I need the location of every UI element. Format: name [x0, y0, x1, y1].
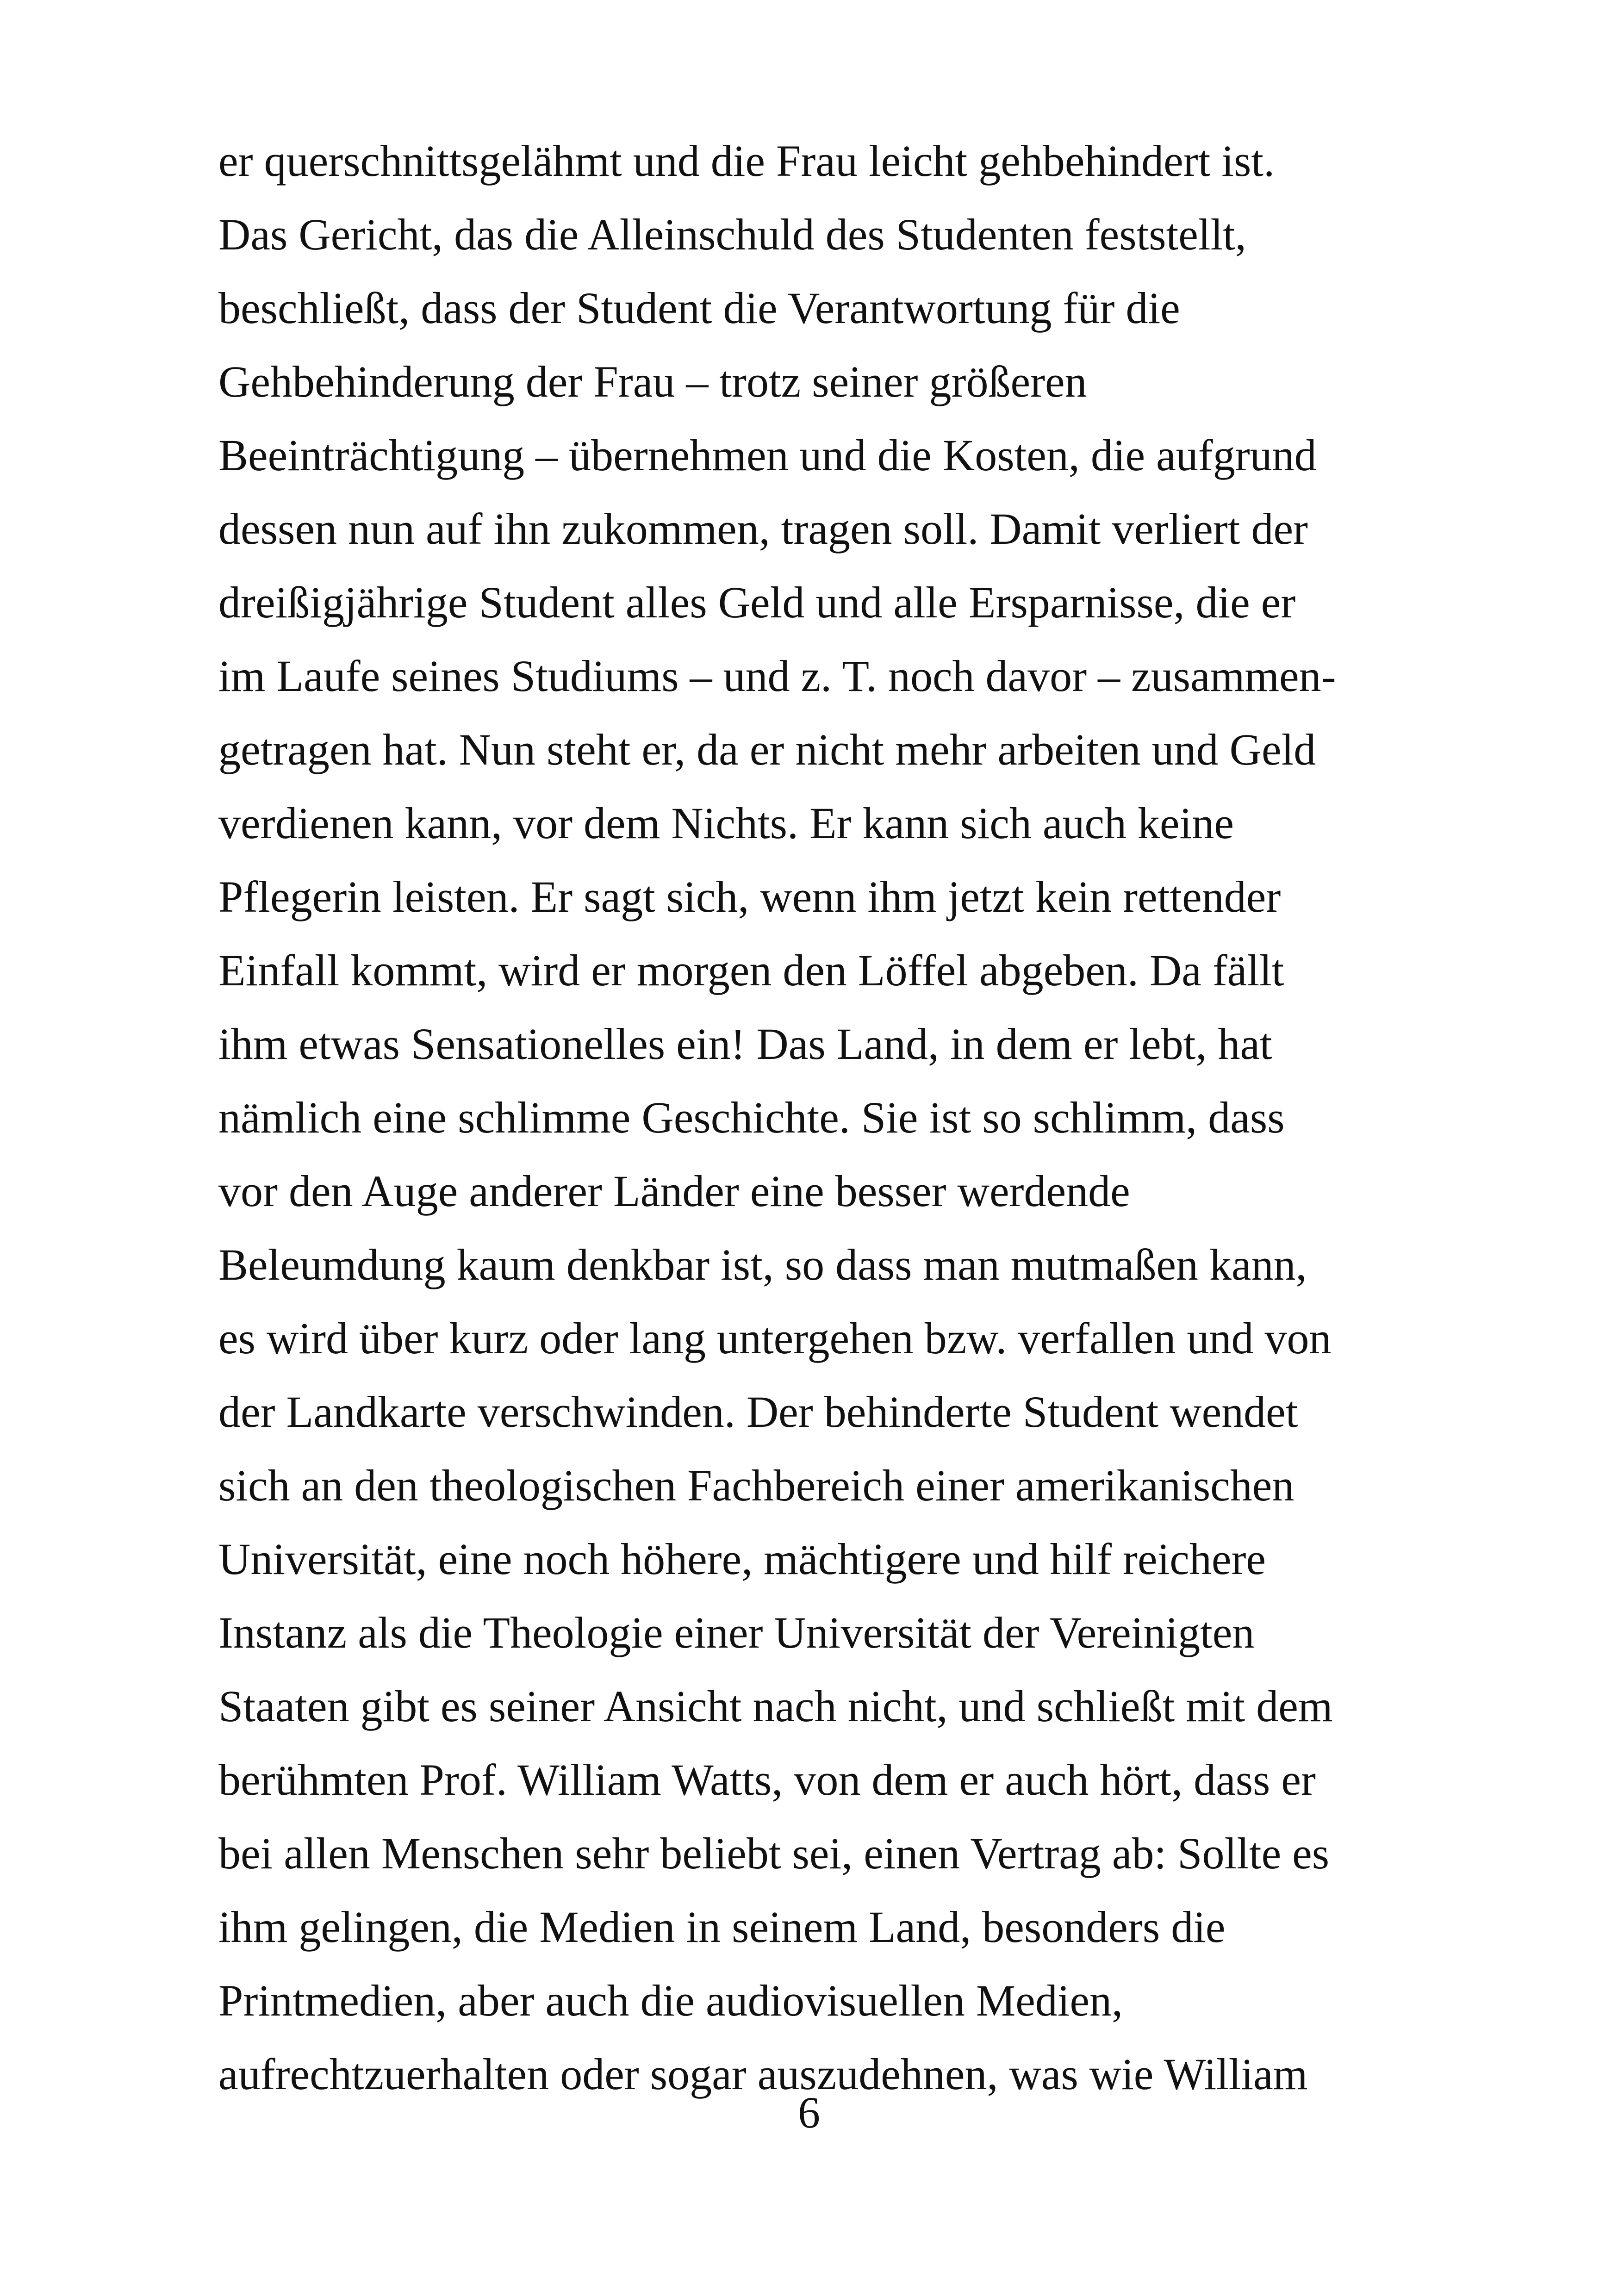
text-line: Gehbehinderung der Frau – trotz seiner größeren: [218, 357, 1087, 406]
page-number: 6: [798, 2088, 820, 2137]
text-line: dreißigjährige Student alles Geld und alle Ersparnisse, die er: [218, 578, 1296, 627]
text-line: aufrechtzuerhalten oder sogar auszudehnen, was wie William: [218, 2049, 1308, 2099]
text-line: er querschnittsgelähmt und die Frau leicht gehbehindert ist.: [218, 136, 1275, 186]
text-line: Pflegerin leisten. Er sagt sich, wenn ihm jetzt kein rettender: [218, 872, 1281, 921]
text-line: bei allen Menschen sehr beliebt sei, einen Vertrag ab: Sollte es: [218, 1829, 1330, 1878]
text-line: dessen nun auf ihn zukommen, tragen soll. Damit verliert der: [218, 504, 1308, 554]
text-line: vor den Auge anderer Länder eine besser werdende: [218, 1166, 1130, 1216]
text-line: ihm gelingen, die Medien in seinem Land, besonders die: [218, 1902, 1226, 1952]
text-line: Einfall kommt, wird er morgen den Löffel abgeben. Da fällt: [218, 946, 1284, 995]
text-line: Printmedien, aber auch die audiovisuellen Medien,: [218, 1976, 1123, 2025]
text-line: verdienen kann, vor dem Nichts. Er kann sich auch keine: [218, 798, 1234, 848]
text-line: Universität, eine noch höhere, mächtigere und hilf reichere: [218, 1534, 1266, 1584]
text-line: berühmten Prof. William Watts, von dem er auch hört, dass er: [218, 1755, 1316, 1804]
text-line: nämlich eine schlimme Geschichte. Sie ist so schlimm, dass: [218, 1093, 1285, 1142]
text-line: Beeinträchtigung – übernehmen und die Kosten, die aufgrund: [218, 430, 1317, 480]
text-line: sich an den theologischen Fachbereich einer amerikanischen: [218, 1461, 1294, 1510]
text-line: getragen hat. Nun steht er, da er nicht mehr arbeiten und Geld: [218, 725, 1316, 774]
text-line: es wird über kurz oder lang untergehen bzw. verfallen und von: [218, 1313, 1332, 1363]
text-line: ihm etwas Sensationelles ein! Das Land, in dem er lebt, hat: [218, 1019, 1272, 1069]
text-line: im Laufe seines Studiums – und z. T. noch davor – zusammen-: [218, 651, 1336, 701]
body-text: [218, 124, 1440, 2111]
text-line: Beleumdung kaum denkbar ist, so dass man mutmaßen kann,: [218, 1240, 1307, 1289]
text-line: Das Gericht, das die Alleinschuld des Studenten feststellt,: [218, 210, 1246, 259]
text-line: Instanz als die Theologie einer Universität der Vereinigten: [218, 1608, 1255, 1657]
text-line: der Landkarte verschwinden. Der behinderte Student wendet: [218, 1387, 1298, 1437]
text-line: beschließt, dass der Student die Verantwortung für die: [218, 283, 1180, 333]
text-line: Staaten gibt es seiner Ansicht nach nicht, und schließt mit dem: [218, 1681, 1333, 1731]
